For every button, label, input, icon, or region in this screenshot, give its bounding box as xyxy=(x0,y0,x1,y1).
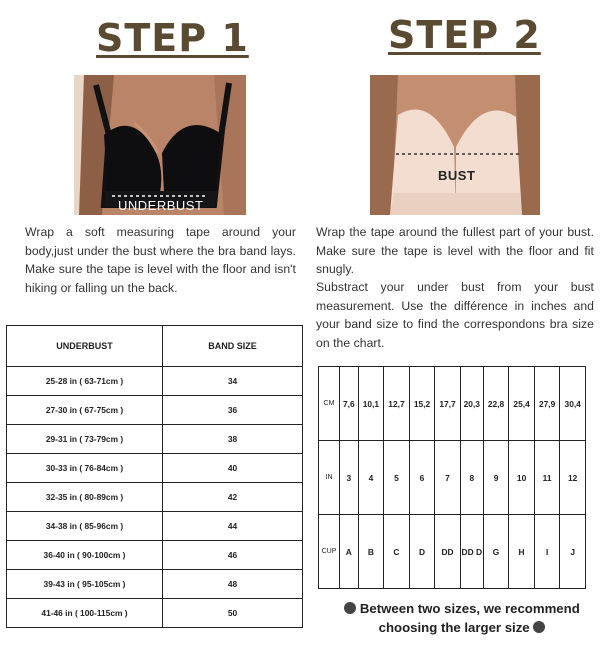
cup-cell: I xyxy=(534,515,560,589)
cm-cell: 25,4 xyxy=(509,367,535,441)
step1-instructions: Wrap a soft measuring tape around your body,just under the bust where the bra band lays. Make sure the tape is level with the floor and isn't hiking or falling un the back. xyxy=(25,225,296,295)
cm-cell: 27,9 xyxy=(534,367,560,441)
band-size-cell: 46 xyxy=(163,541,303,570)
cup-cell: H xyxy=(509,515,535,589)
band-size-cell: 48 xyxy=(163,570,303,599)
in-cell: 10 xyxy=(509,441,535,515)
in-cell: 9 xyxy=(483,441,509,515)
cm-cell: 12,7 xyxy=(384,367,410,441)
cm-cell: 30,4 xyxy=(560,367,586,441)
in-row xyxy=(319,441,586,515)
cm-cell: 20,3 xyxy=(460,367,483,441)
table-row xyxy=(7,599,303,628)
cup-cell: A xyxy=(340,515,359,589)
band-size-cell: 50 xyxy=(163,599,303,628)
table-row xyxy=(7,512,303,541)
cup-row xyxy=(319,515,586,589)
band-size-header: BAND SIZE xyxy=(163,326,303,367)
cm-row xyxy=(319,367,586,441)
band-size-cell: 36 xyxy=(163,396,303,425)
in-cell: 4 xyxy=(358,441,384,515)
underbust-cell: 39-43 in ( 95-105cm ) xyxy=(7,570,163,599)
cup-cell: J xyxy=(560,515,586,589)
size-recommendation-note xyxy=(330,599,594,637)
cup-label: CUP xyxy=(319,515,340,589)
in-cell: 11 xyxy=(534,441,560,515)
underbust-header: UNDERBUST xyxy=(7,326,163,367)
band-size-cell: 38 xyxy=(163,425,303,454)
underbust-photo xyxy=(74,75,246,215)
band-size-table xyxy=(6,325,303,628)
in-cell: 7 xyxy=(435,441,461,515)
in-cell: 3 xyxy=(340,441,359,515)
cup-cell: DD D xyxy=(460,515,483,589)
table-row xyxy=(7,570,303,599)
underbust-cell: 25-28 in ( 63-71cm ) xyxy=(7,367,163,396)
cup-cell: DD xyxy=(435,515,461,589)
in-cell: 12 xyxy=(560,441,586,515)
table-row xyxy=(7,454,303,483)
band-size-cell: 40 xyxy=(163,454,303,483)
bust-label: BUST xyxy=(438,168,476,183)
cm-cell: 17,7 xyxy=(435,367,461,441)
bust-photo xyxy=(370,75,540,215)
underbust-cell: 41-46 in ( 100-115cm ) xyxy=(7,599,163,628)
band-size-cell: 42 xyxy=(163,483,303,512)
underbust-cell: 36-40 in ( 90-100cm ) xyxy=(7,541,163,570)
step2-instructions-1: Wrap the tape around the fullest part of your bust. Make sure the tape is level with the floor and fit snugly. xyxy=(316,225,594,276)
step1-title: STEP 1 xyxy=(96,16,249,60)
underbust-cell: 27-30 in ( 67-75cm ) xyxy=(7,396,163,425)
in-cell: 6 xyxy=(409,441,435,515)
underbust-cell: 32-35 in ( 80-89cm ) xyxy=(7,483,163,512)
in-label: IN xyxy=(319,441,340,515)
table-row xyxy=(7,483,303,512)
band-size-cell: 34 xyxy=(163,367,303,396)
cm-label: CM xyxy=(319,367,340,441)
table-row xyxy=(7,396,303,425)
underbust-cell: 29-31 in ( 73-79cm ) xyxy=(7,425,163,454)
in-cell: 8 xyxy=(460,441,483,515)
note-text: Between two sizes, we recommend choosing the larger size xyxy=(359,601,580,635)
step2-instructions-2: Substract your under bust from your bust measurement. Use the différence in inches and your band size to find the correspondons bra size on the chart. xyxy=(316,280,594,350)
underbust-cell: 30-33 in ( 76-84cm ) xyxy=(7,454,163,483)
cup-cell: C xyxy=(384,515,410,589)
cm-cell: 7,6 xyxy=(340,367,359,441)
cm-cell: 10,1 xyxy=(358,367,384,441)
underbust-cell: 34-38 in ( 85-96cm ) xyxy=(7,512,163,541)
in-cell: 5 xyxy=(384,441,410,515)
cm-cell: 15,2 xyxy=(409,367,435,441)
band-table-header-row xyxy=(7,326,303,367)
table-row xyxy=(7,367,303,396)
bullet-dot-icon xyxy=(344,602,356,614)
cup-cell: B xyxy=(358,515,384,589)
cup-cell: D xyxy=(409,515,435,589)
cup-size-chart xyxy=(318,366,586,589)
step2-title: STEP 2 xyxy=(388,13,541,57)
band-size-cell: 44 xyxy=(163,512,303,541)
bullet-dot-icon xyxy=(533,621,545,633)
cm-cell: 22,8 xyxy=(483,367,509,441)
underbust-label: UNDERBUST xyxy=(118,198,204,213)
table-row xyxy=(7,425,303,454)
table-row xyxy=(7,541,303,570)
cup-cell: G xyxy=(483,515,509,589)
